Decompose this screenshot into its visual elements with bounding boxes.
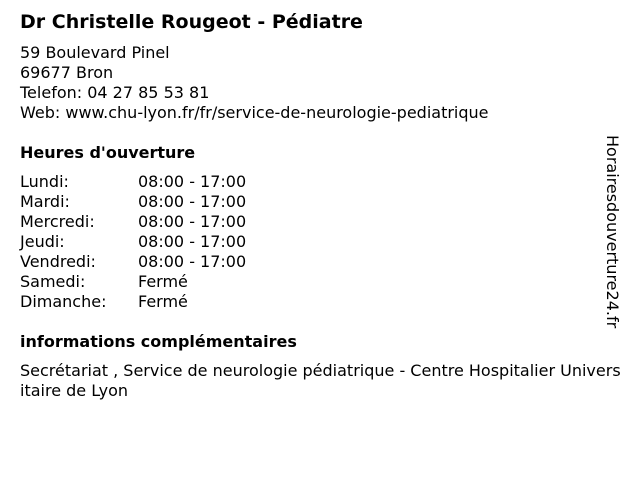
hours-row-tuesday [20,192,620,212]
city-address: 69677 Bron [20,63,114,82]
hours-value: 08:00 - 17:00 [138,192,247,211]
info-heading: informations complémentaires [20,332,297,351]
street-address: 59 Boulevard Pinel [20,43,170,62]
hours-row-wednesday [20,212,620,232]
hours-value: 08:00 - 17:00 [138,212,247,231]
info-text: Secrétariat , Service de neurologie pédiatrique - Centre Hospitalier Universitaire de Lyon [20,361,621,400]
opening-hours-list [20,172,620,312]
hours-row-thursday [20,232,620,252]
doctor-card [20,10,620,401]
day-label: Jeudi: [20,232,65,251]
hours-row-friday [20,252,620,272]
website-link[interactable]: Web: www.chu-lyon.fr/fr/service-de-neurologie-pediatrique [20,103,489,122]
brand-label: Horairesdouverture24.fr [603,135,622,329]
doctor-name: Dr Christelle Rougeot - Pédiatre [20,11,363,33]
hours-heading: Heures d'ouverture [20,143,196,162]
hours-value: Fermé [138,272,188,291]
hours-row-monday [20,172,620,192]
hours-value: 08:00 - 17:00 [138,252,247,271]
day-label: Samedi: [20,272,86,291]
contact-block [20,43,620,123]
hours-value: 08:00 - 17:00 [138,172,247,191]
hours-value: 08:00 - 17:00 [138,232,247,251]
phone-number: Telefon: 04 27 85 53 81 [20,83,210,102]
day-label: Vendredi: [20,252,96,271]
day-label: Mardi: [20,192,70,211]
hours-row-sunday [20,292,620,312]
brand-watermark [602,135,640,345]
day-label: Mercredi: [20,212,95,231]
hours-row-saturday [20,272,620,292]
day-label: Lundi: [20,172,69,191]
day-label: Dimanche: [20,292,107,311]
hours-value: Fermé [138,292,188,311]
